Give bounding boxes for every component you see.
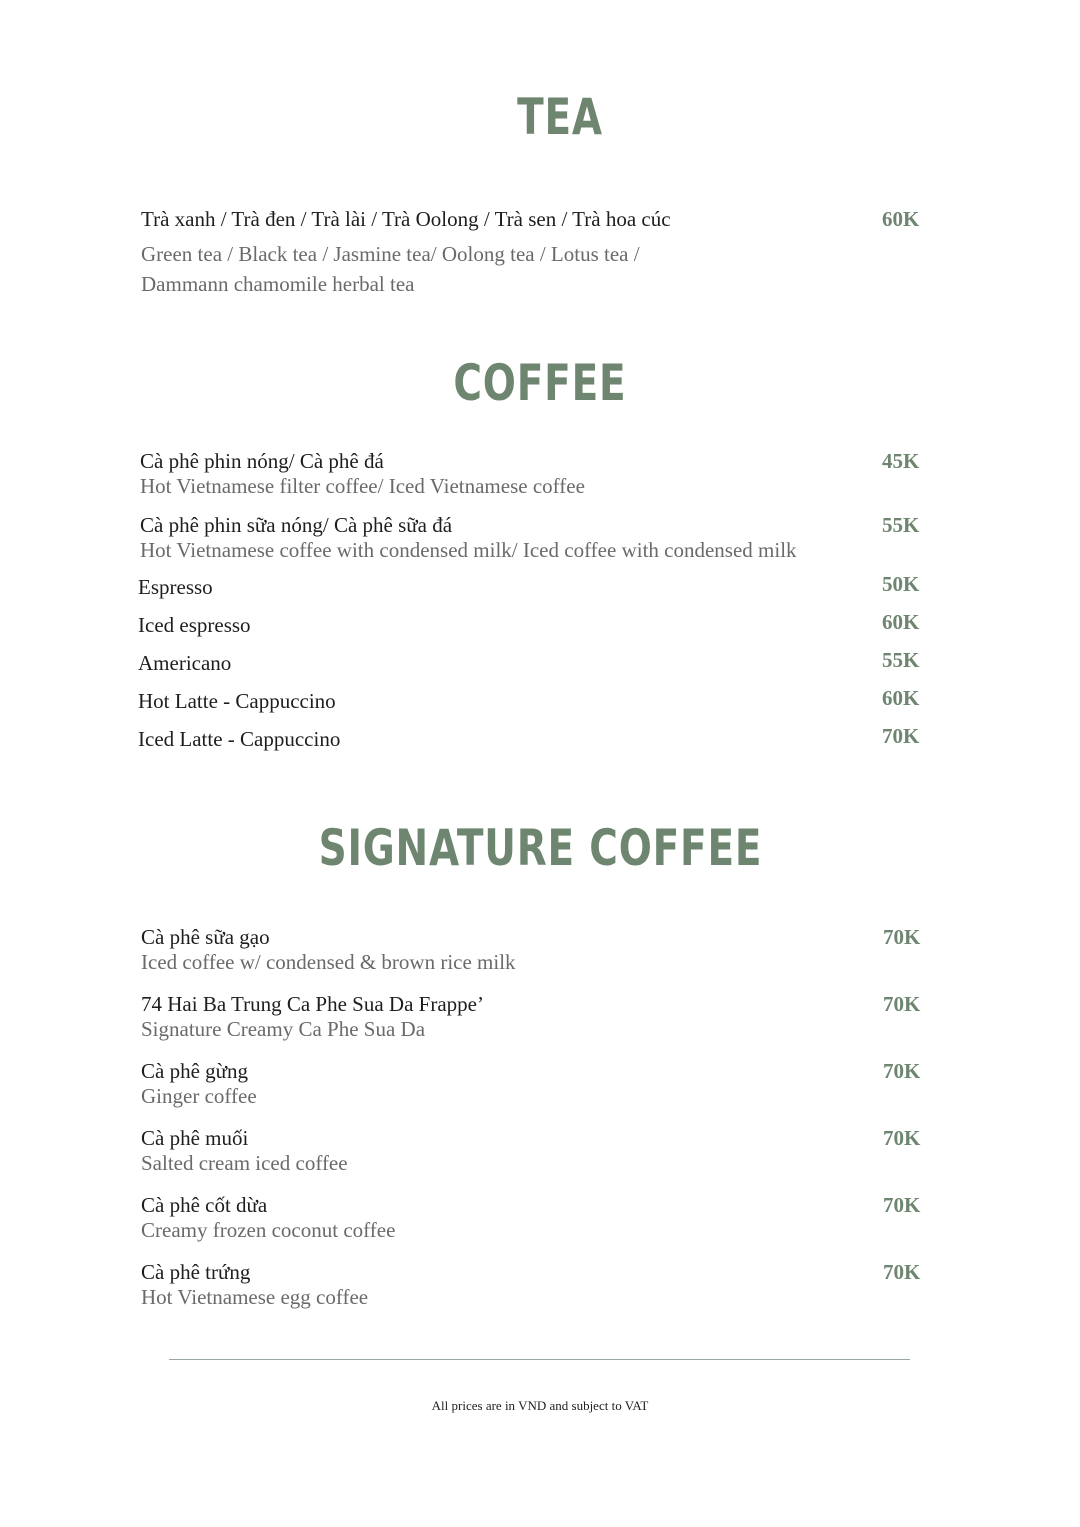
- item-price: 70K: [883, 925, 921, 949]
- item-price: 50K: [882, 572, 920, 596]
- tea-heading: [0, 88, 1080, 146]
- item-desc: Hot Vietnamese egg coffee: [141, 1285, 369, 1309]
- item-desc: Creamy frozen coconut coffee: [141, 1218, 396, 1242]
- item-name: Hot Latte - Cappuccino: [138, 689, 336, 713]
- item-name: Espresso: [138, 575, 213, 599]
- item-name: Cà phê phin sữa nóng/ Cà phê sữa đá: [140, 513, 453, 537]
- item-desc: Hot Vietnamese filter coffee/ Iced Vietnamese coffee: [140, 474, 585, 498]
- item-name: Iced espresso: [138, 613, 251, 637]
- item-desc: Green tea / Black tea / Jasmine tea/ Oolong tea / Lotus tea /: [141, 242, 640, 266]
- item-name: Cà phê trứng: [141, 1260, 251, 1284]
- item-price: 70K: [882, 724, 920, 748]
- item-price: 60K: [882, 610, 920, 634]
- item-price: 55K: [882, 648, 920, 672]
- item-price: 60K: [882, 207, 920, 231]
- item-price: 70K: [883, 1260, 921, 1284]
- item-name: Cà phê gừng: [141, 1059, 249, 1083]
- divider: [169, 1359, 910, 1360]
- item-name: Cà phê muối: [141, 1126, 249, 1150]
- coffee-heading: [0, 354, 1080, 412]
- item-price: 60K: [882, 686, 920, 710]
- item-desc: Ginger coffee: [141, 1084, 257, 1108]
- item-desc: Salted cream iced coffee: [141, 1151, 348, 1175]
- signature-heading: [0, 819, 1080, 877]
- item-desc: Hot Vietnamese coffee with condensed milk/ Iced coffee with condensed milk: [140, 538, 797, 562]
- item-price: 45K: [882, 449, 920, 473]
- item-desc: Signature Creamy Ca Phe Sua Da: [141, 1017, 426, 1041]
- item-price: 70K: [883, 1193, 921, 1217]
- item-price: 55K: [882, 513, 920, 537]
- signature-heading-text: SIGNATURE COFFEE: [318, 819, 762, 877]
- item-name: Trà xanh / Trà đen / Trà lài / Trà Oolong / Trà sen / Trà hoa cúc: [141, 207, 671, 231]
- item-name: Cà phê phin nóng/ Cà phê đá: [140, 449, 384, 473]
- item-desc: Dammann chamomile herbal tea: [141, 272, 415, 296]
- item-name: Cà phê cốt dừa: [141, 1193, 268, 1217]
- item-name: Cà phê sữa gạo: [141, 925, 270, 949]
- item-name: Americano: [138, 651, 232, 675]
- coffee-heading-text: COFFEE: [453, 354, 627, 412]
- item-name: Iced Latte - Cappuccino: [138, 727, 341, 751]
- item-name: 74 Hai Ba Trung Ca Phe Sua Da Frappe’: [141, 992, 484, 1016]
- item-price: 70K: [883, 1126, 921, 1150]
- footer-note: All prices are in VND and subject to VAT: [431, 1398, 649, 1413]
- item-desc: Iced coffee w/ condensed & brown rice milk: [141, 950, 516, 974]
- item-price: 70K: [883, 992, 921, 1016]
- tea-heading-text: TEA: [517, 88, 603, 146]
- item-price: 70K: [883, 1059, 921, 1083]
